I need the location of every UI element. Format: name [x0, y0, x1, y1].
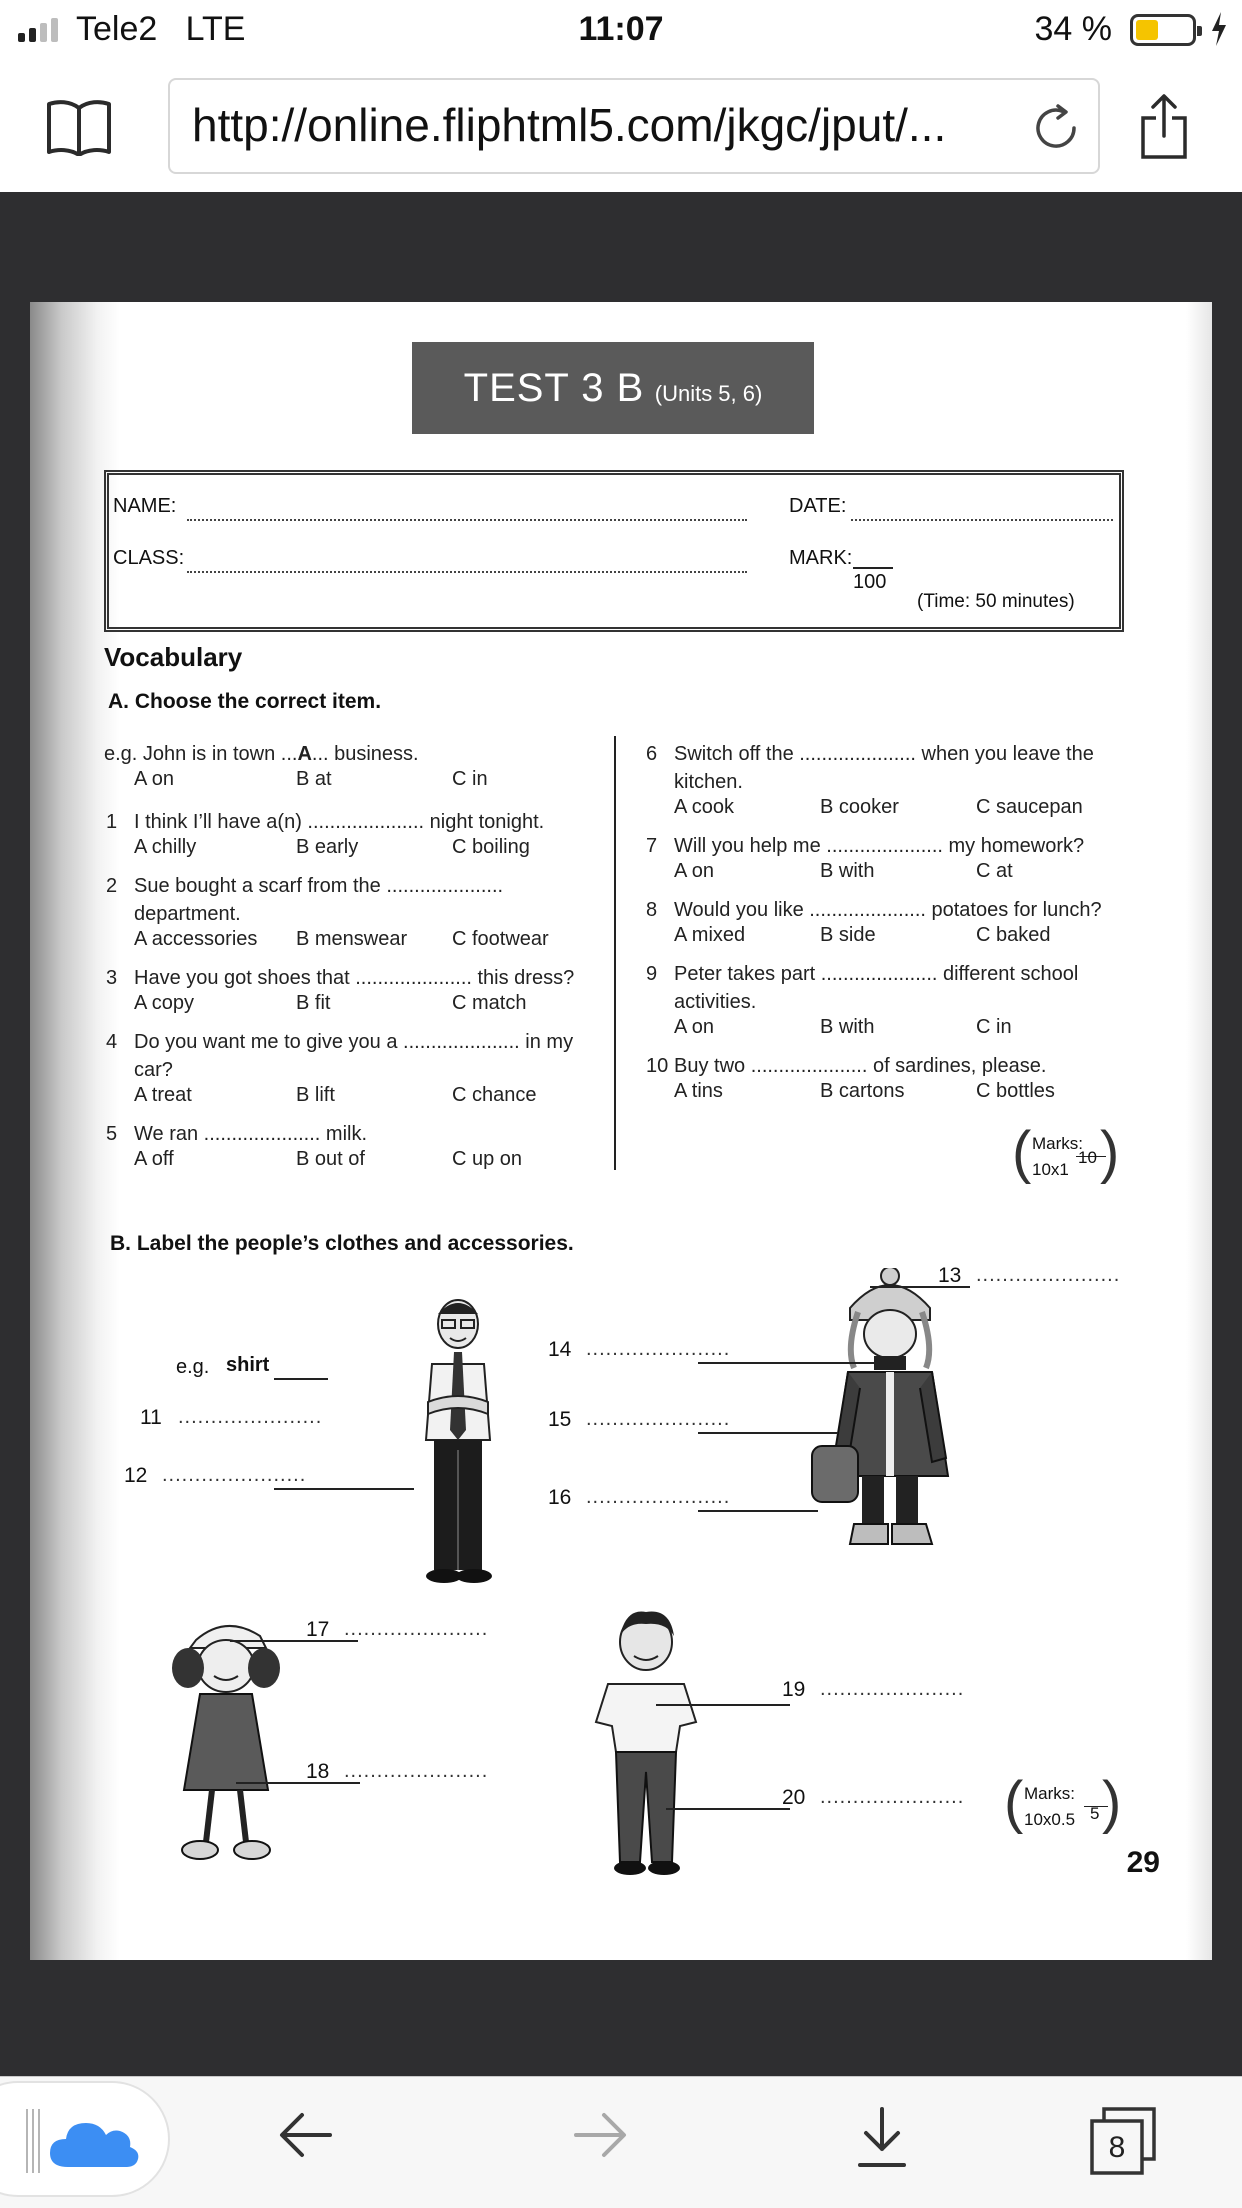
q1-option-a: A chilly — [134, 836, 197, 858]
q6-option-b: B cooker — [820, 796, 899, 818]
label-13-number: 13 — [938, 1264, 962, 1287]
vocabulary-heading: Vocabulary — [104, 642, 243, 672]
q8-option-b: B side — [820, 924, 876, 946]
q5-option-c: C up on — [452, 1148, 523, 1170]
date-line — [851, 519, 1113, 521]
label-14-line — [698, 1362, 874, 1364]
q5-option-b: B out of — [296, 1148, 365, 1170]
browser-nav-bar — [0, 64, 1242, 192]
example-label-prefix: e.g. — [176, 1356, 210, 1378]
tabs-button[interactable] — [1088, 2107, 1158, 2177]
mark-denominator: 100 — [853, 571, 887, 593]
label-12-number: 12 — [124, 1464, 148, 1487]
q7-option-b: B with — [820, 860, 875, 882]
question-10 — [646, 1052, 1150, 1080]
q8-option-a: A mixed — [674, 924, 746, 946]
drag-handle-icon — [24, 2109, 42, 2173]
q10-option-a: A tins — [674, 1080, 723, 1102]
label-18-line — [236, 1782, 360, 1784]
mark-label: MARK: — [789, 547, 853, 569]
label-20-number: 20 — [782, 1786, 806, 1809]
label-19-line — [656, 1704, 790, 1706]
q10-option-c: C bottles — [976, 1080, 1055, 1102]
q9-option-b: B with — [820, 1016, 875, 1038]
name-label: NAME: — [113, 495, 177, 517]
q2-option-a: A accessories — [134, 928, 258, 950]
question-number: 1 — [106, 811, 118, 833]
q1-option-b: B early — [296, 836, 359, 858]
marks-formula: 10x1 — [1032, 1160, 1069, 1179]
question-text: I think I’ll have a(n) ..................... night tonight. — [134, 811, 545, 833]
carrier-label: Tele2 LTE — [76, 10, 246, 48]
example-label-answer: shirt — [226, 1354, 270, 1376]
q2-option-c: C footwear — [452, 928, 549, 950]
q4-option-b: B lift — [296, 1084, 335, 1106]
reload-icon[interactable] — [1030, 102, 1082, 154]
question-number: 7 — [646, 835, 658, 857]
label-15-blank: ...................... — [586, 1408, 731, 1430]
section-b-marks: ( Marks: 10x0.5 5 ) — [1004, 1770, 1122, 1835]
question-text: We ran ..................... milk. — [134, 1123, 368, 1145]
share-icon[interactable] — [1140, 94, 1188, 160]
download-icon[interactable] — [856, 2105, 908, 2169]
marks-formula: 10x0.5 — [1024, 1810, 1076, 1829]
label-11-blank: ...................... — [178, 1406, 323, 1428]
label-16-line — [698, 1510, 818, 1512]
section-a-marks: ( Marks: 10x1 10 ) — [1012, 1120, 1120, 1185]
example-option-b: B at — [296, 768, 332, 790]
date-label: DATE: — [789, 495, 847, 517]
question-text: Would you like ..................... potatoes for lunch? — [674, 899, 1102, 921]
example-question — [104, 740, 584, 768]
question-1 — [106, 808, 596, 836]
question-text: Sue bought a scarf from the ..................... department. — [134, 875, 504, 925]
label-11-number: 11 — [140, 1406, 162, 1429]
label-14-blank: ...................... — [586, 1338, 731, 1360]
winter-person-figure — [790, 1268, 990, 1558]
q7-option-a: A on — [674, 860, 715, 882]
bookmarks-icon[interactable] — [46, 98, 112, 156]
time-note: (Time: 50 minutes) — [917, 591, 1075, 612]
status-bar — [0, 0, 1242, 64]
q1-option-c: C boiling — [452, 836, 530, 858]
q8-option-c: C baked — [976, 924, 1051, 946]
label-16-blank: ...................... — [586, 1486, 731, 1508]
question-2 — [106, 872, 596, 928]
test-title-units: (Units 5, 6) — [654, 381, 763, 406]
example-answer: A — [297, 743, 312, 765]
question-text: Do you want me to give you a ..................... in my car? — [134, 1031, 574, 1081]
question-3 — [106, 964, 614, 992]
question-text: Switch off the ..................... when you leave the kitchen. — [674, 743, 1094, 793]
url-text: http://online.fliphtml5.com/jkgc/jput/... — [192, 99, 947, 151]
back-arrow-icon[interactable] — [278, 2111, 334, 2159]
label-13-blank: ...................... — [976, 1264, 1121, 1286]
question-8 — [646, 896, 1150, 924]
label-18-blank: ...................... — [344, 1760, 489, 1782]
label-17-blank: ...................... — [344, 1618, 489, 1640]
q4-option-c: C chance — [452, 1084, 537, 1106]
q3-option-b: B fit — [296, 992, 331, 1014]
label-17-number: 17 — [306, 1618, 330, 1641]
question-number: 2 — [106, 875, 118, 897]
q3-option-c: C match — [452, 992, 527, 1014]
question-number: 4 — [106, 1031, 118, 1053]
label-14-number: 14 — [548, 1338, 572, 1361]
marks-total: 10 — [1078, 1148, 1097, 1167]
student-info-box — [104, 470, 1124, 632]
section-a-heading: A. Choose the correct item. — [108, 690, 382, 713]
label-19-blank: ...................... — [820, 1678, 965, 1700]
question-9 — [646, 960, 1150, 1016]
question-number: 10 — [646, 1055, 669, 1077]
question-text: Will you help me ..................... my homework? — [674, 835, 1085, 857]
example-option-c: C in — [452, 768, 488, 790]
q4-option-a: A treat — [134, 1084, 192, 1106]
example-option-a: A on — [134, 768, 175, 790]
label-17-line — [230, 1640, 358, 1642]
q5-option-a: A off — [134, 1148, 174, 1170]
q7-option-c: C at — [976, 860, 1013, 882]
question-6 — [646, 740, 1150, 796]
label-19-number: 19 — [782, 1678, 806, 1701]
q10-option-b: B cartons — [820, 1080, 905, 1102]
marks-total: 5 — [1090, 1804, 1100, 1823]
q9-option-c: C in — [976, 1016, 1012, 1038]
q2-option-b: B menswear — [296, 928, 408, 950]
question-text: Peter takes part ..................... different school activities. — [674, 963, 1079, 1013]
label-12-blank: ...................... — [162, 1464, 307, 1486]
page-number: 29 — [1126, 1846, 1160, 1879]
class-line — [187, 571, 747, 573]
forward-arrow-icon[interactable] — [572, 2111, 628, 2159]
q6-option-a: A cook — [674, 796, 735, 818]
question-4 — [106, 1028, 596, 1084]
q9-option-a: A on — [674, 1016, 715, 1038]
question-number: 8 — [646, 899, 658, 921]
question-7 — [646, 832, 1150, 860]
flipbook-viewer[interactable] — [0, 192, 1242, 2076]
network-type: LTE — [185, 10, 246, 48]
label-20-line — [666, 1808, 790, 1810]
label-20-blank: ...................... — [820, 1786, 965, 1808]
url-field[interactable] — [168, 78, 1100, 174]
question-5 — [106, 1120, 596, 1148]
question-number: 5 — [106, 1123, 118, 1145]
status-time: 11:07 — [578, 10, 664, 48]
battery-percent: 34 % — [1034, 10, 1112, 48]
page-edge-shadow — [1186, 302, 1212, 1960]
example-label-line — [274, 1378, 328, 1380]
marks-label: Marks: — [1024, 1784, 1075, 1803]
label-16-number: 16 — [548, 1486, 572, 1509]
test-title — [412, 342, 814, 434]
question-number: 6 — [646, 743, 658, 765]
charging-bolt-icon — [1210, 12, 1228, 46]
tab-count: 8 — [1108, 2131, 1126, 2164]
section-b-heading: B. Label the people’s clothes and accessories. — [110, 1232, 574, 1255]
label-18-number: 18 — [306, 1760, 330, 1783]
mark-fraction-line — [853, 567, 893, 569]
question-text: Have you got shoes that ..................... this dress? — [134, 967, 575, 989]
girl-figure — [150, 1610, 300, 1870]
example-text-after: ... business. — [311, 743, 419, 765]
question-number: 3 — [106, 967, 118, 989]
q3-option-a: A copy — [134, 992, 195, 1014]
example-text-before: e.g. John is in town ... — [104, 743, 298, 765]
man-figure — [380, 1290, 530, 1590]
question-text: Buy two ..................... of sardines, please. — [674, 1055, 1047, 1077]
cloud-icon — [48, 2115, 140, 2171]
column-divider — [614, 736, 616, 1170]
marks-label: Marks: — [1032, 1134, 1083, 1153]
test-title-main: TEST 3 B — [463, 366, 645, 410]
test-page — [30, 302, 1212, 1960]
name-line — [187, 519, 747, 521]
class-label: CLASS: — [113, 547, 185, 569]
bottom-toolbar — [0, 2076, 1242, 2208]
boy-figure — [586, 1602, 706, 1882]
battery-icon — [1130, 14, 1196, 46]
question-number: 9 — [646, 963, 658, 985]
label-12-line — [274, 1488, 414, 1490]
label-15-line — [698, 1432, 838, 1434]
q6-option-c: C saucepan — [976, 796, 1083, 818]
label-15-number: 15 — [548, 1408, 572, 1431]
cloud-tabs-button[interactable] — [0, 2081, 170, 2197]
